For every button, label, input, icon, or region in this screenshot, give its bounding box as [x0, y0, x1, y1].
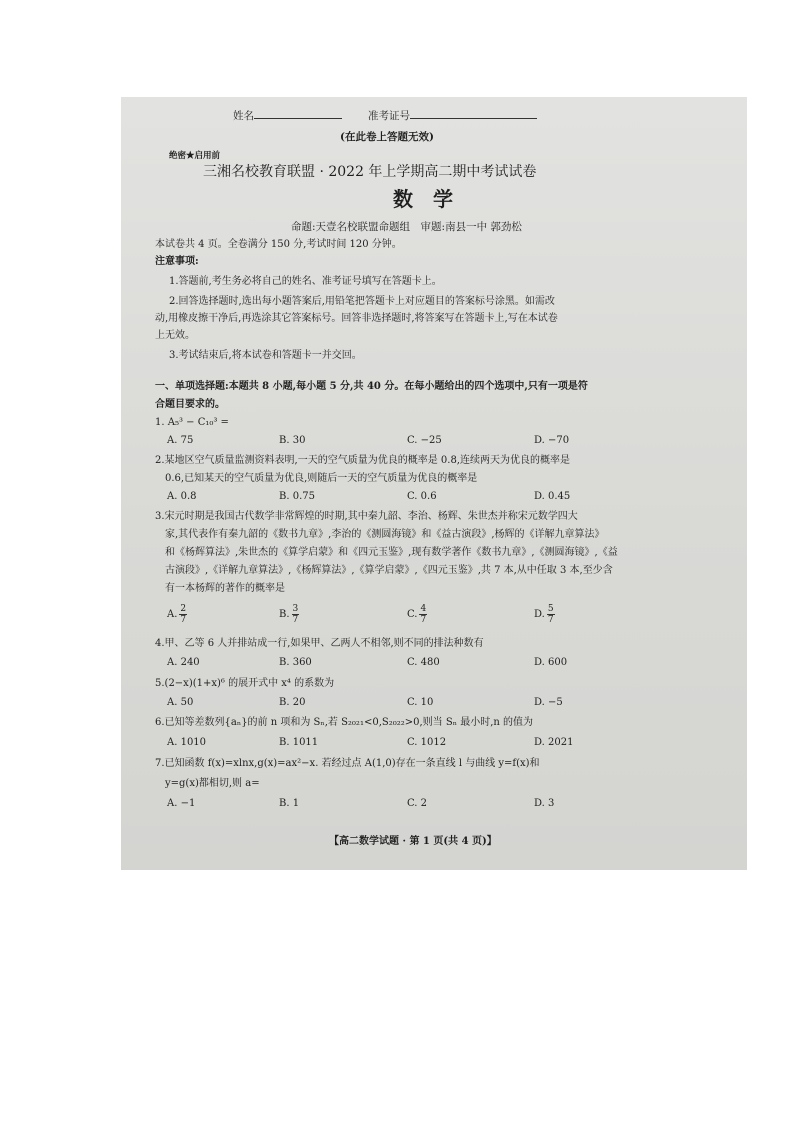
q3-option-b — [279, 604, 299, 625]
section-heading: 合题目要求的。 — [155, 399, 225, 410]
question-3-cont: 和《杨辉算法》,朱世杰的《算学启蒙》和《四元玉鉴》,现有数学著作《数书九章》,《测圆海镜》,《益 — [165, 547, 618, 558]
q6-option-c: C. 1012 — [407, 737, 447, 748]
q3-option-d — [534, 604, 555, 625]
numerator: 4 — [420, 604, 427, 614]
q1-option-a: A. 75 — [167, 435, 194, 446]
note-line: 2.回答选择题时,选出每小题答案后,用铅笔把答题卡上对应题目的答案标号涂黑。如需改 — [169, 296, 555, 307]
q5-option-a: A. 50 — [167, 697, 194, 708]
q3-option-a — [167, 604, 187, 625]
note-line: 动,用橡皮擦干净后,再选涂其它答案标号。回答非选择题时,将答案写在答题卡上,写在本试卷 — [155, 313, 558, 324]
question-4: 4.甲、乙等 6 人并排站成一行,如果甲、乙两人不相邻,则不同的排法种数有 — [155, 638, 484, 649]
denominator: 7 — [180, 615, 187, 625]
q6-option-d: D. 2021 — [534, 737, 574, 748]
q4-option-c: C. 480 — [407, 657, 440, 668]
option-letter: D. — [534, 609, 545, 620]
q7-option-c: C. 2 — [407, 798, 428, 809]
fraction — [292, 604, 300, 625]
q6-option-a: A. 1010 — [167, 737, 207, 748]
q7-option-b: B. 1 — [279, 798, 300, 809]
name-blank — [254, 107, 342, 119]
name-field — [233, 107, 342, 123]
q7-option-a: A. −1 — [167, 798, 196, 809]
name-label: 姓名 — [233, 110, 254, 122]
q6-option-b: B. 1011 — [279, 737, 319, 748]
q2-option-d: D. 0.45 — [534, 491, 571, 502]
question-7: 7.已知函数 f(x)=xlnx,g(x)=ax²−x. 若经过点 A(1,0)存在一条直线 l 与曲线 y=f(x)和 — [155, 758, 540, 769]
q7-option-d: D. 3 — [534, 798, 555, 809]
question-5: 5.(2−x)(1+x)⁶ 的展开式中 x⁴ 的系数为 — [155, 678, 335, 689]
q4-option-d: D. 600 — [534, 657, 568, 668]
exam-photo — [121, 97, 747, 870]
subject-title: 数 学 — [393, 187, 453, 211]
question-3-cont: 有一本杨辉的著作的概率是 — [165, 583, 285, 594]
numerator: 3 — [292, 604, 299, 614]
question-2: 2.某地区空气质量监测资料表明,一天的空气质量为优良的概率是 0.8,连续两天为优良的概率是 — [155, 455, 570, 466]
q2-option-a: A. 0.8 — [167, 491, 197, 502]
q1-option-c: C. −25 — [407, 435, 442, 446]
q4-option-b: B. 360 — [279, 657, 312, 668]
numerator: 2 — [180, 604, 187, 614]
q2-option-b: B. 0.75 — [279, 491, 315, 502]
q2-option-c: C. 0.6 — [407, 491, 437, 502]
fraction — [419, 604, 427, 625]
authors-line: 命题:天壹名校联盟命题组 审题:南县一中 郭劲松 — [291, 221, 522, 233]
fraction — [179, 604, 187, 625]
q3-option-c — [407, 604, 427, 625]
question-3-cont: 古演段》,《详解九章算法》,《杨辉算法》,《算学启蒙》,《四元玉鉴》,共 7 本,从中任取 3 本,至少含 — [165, 565, 613, 576]
q4-option-a: A. 240 — [167, 657, 200, 668]
q1-option-d: D. −70 — [534, 435, 570, 446]
page-footer: 【高二数学试题 · 第 1 页(共 4 页)】 — [329, 836, 497, 847]
notes-heading: 注意事项: — [155, 256, 199, 267]
question-1: 1. A₅³ − C₁₀³ = — [155, 417, 229, 428]
note-line: 上无效。 — [155, 330, 195, 341]
q5-option-c: C. 10 — [407, 697, 434, 708]
question-3-cont: 家,其代表作有秦九韶的《数书九章》,李治的《测圆海镜》和《益古演段》,杨辉的《详解九章算法》 — [165, 529, 605, 540]
question-6: 6.已知等差数列{aₙ}的前 n 项和为 Sₙ,若 S₂₀₂₁<0,S₂₀₂₂>0,则当 Sₙ 最小时,n 的值为 — [155, 717, 534, 728]
note-line: 1.答题前,考生务必将自己的姓名、准考证号填写在答题卡上。 — [169, 276, 442, 287]
exam-id-label: 准考证号 — [368, 110, 410, 122]
fraction — [547, 604, 555, 625]
exam-id-field — [368, 107, 537, 123]
q5-option-d: D. −5 — [534, 697, 563, 708]
q1-option-b: B. 30 — [279, 435, 306, 446]
numerator: 5 — [547, 604, 554, 614]
no-answer-notice: (在此卷上答题无效) — [340, 131, 434, 143]
option-letter: C. — [407, 609, 418, 620]
exam-id-blank — [410, 107, 537, 119]
q5-option-b: B. 20 — [279, 697, 306, 708]
exam-title: 三湘名校教育联盟 · 2022 年上学期高二期中考试试卷 — [203, 164, 537, 180]
note-line: 3.考试结束后,将本试卷和答题卡一并交回。 — [169, 350, 362, 361]
denominator: 7 — [547, 615, 554, 625]
exam-info: 本试卷共 4 页。全卷满分 150 分,考试时间 120 分钟。 — [155, 239, 402, 250]
question-3: 3.宋元时期是我国古代数学非常辉煌的时期,其中秦九韶、李治、杨辉、朱世杰并称宋元数学四大 — [155, 511, 578, 522]
question-2-cont: 0.6,已知某天的空气质量为优良,则随后一天的空气质量为优良的概率是 — [165, 473, 478, 484]
secret-mark: 绝密★启用前 — [169, 151, 221, 161]
denominator: 7 — [420, 615, 427, 625]
denominator: 7 — [292, 615, 299, 625]
option-letter: B. — [279, 609, 290, 620]
section-heading: 一、单项选择题:本题共 8 小题,每小题 5 分,共 40 分。在每小题给出的四个选项中,只有一项是符 — [155, 381, 588, 392]
question-7-cont: y=g(x)都相切,则 a= — [165, 778, 260, 789]
option-letter: A. — [167, 609, 178, 620]
